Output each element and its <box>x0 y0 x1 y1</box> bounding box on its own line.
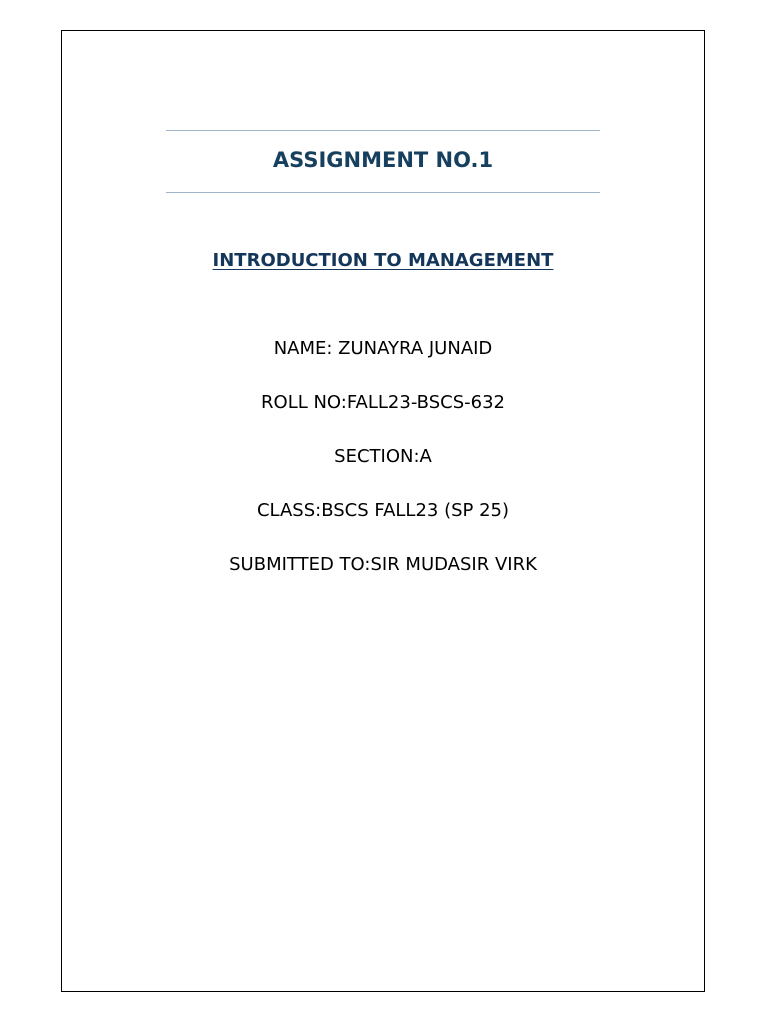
section: SECTION:A <box>334 446 432 467</box>
roll-number: ROLL NO:FALL23-BSCS-632 <box>261 392 505 413</box>
submitted-to: SUBMITTED TO:SIR MUDASIR VIRK <box>229 554 537 575</box>
title-top-rule <box>166 130 600 131</box>
title-bottom-rule <box>166 192 600 193</box>
class: CLASS:BSCS FALL23 (SP 25) <box>256 500 510 521</box>
assignment-title: ASSIGNMENT NO.1 <box>272 148 494 172</box>
subject-heading <box>61 248 705 274</box>
subject-heading-text: INTRODUCTION TO MANAGEMENT <box>212 250 554 271</box>
student-name: NAME: ZUNAYRA JUNAID <box>273 338 493 359</box>
